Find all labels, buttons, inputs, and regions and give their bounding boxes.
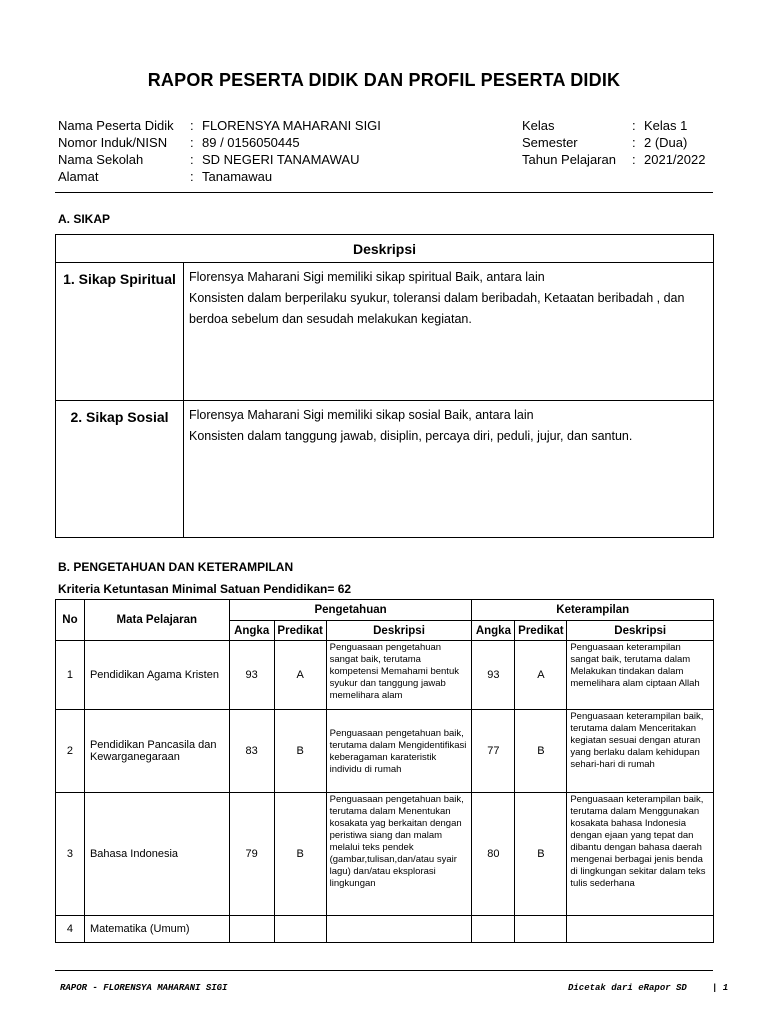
spiritual-line-2: Konsisten dalam berperilaku syukur, toleransi dalam beribadah, Ketaatan beribadah , dan berdoa sebelum dan sesudah melakukan kegiatan. [189,291,685,326]
spiritual-line-1: Florensya Maharani Sigi memiliki sikap spiritual Baik, antara lain [189,270,545,284]
student-semester: 2 (Dua) [644,135,688,150]
header-p-deskripsi: Deskripsi [326,621,472,641]
colon: : [190,169,194,184]
table-row [56,916,714,943]
colon: : [190,152,194,167]
info-row-nisn [58,134,381,151]
row-p-predikat [274,916,326,943]
row-p-angka: 79 [229,793,274,916]
nisn-label: Nomor Induk/NISN [58,135,168,150]
student-info-right [522,117,705,168]
row-k-deskripsi: Penguasaan keterampilan sangat baik, terutama dalam Melakukan tindakan dalam memelihara alam ciptaan Allah [567,641,714,710]
sikap-sosial-label: 2. Sikap Sosial [56,401,184,538]
header-divider [55,192,713,193]
sosial-line-2: Konsisten dalam tanggung jawab, disiplin, percaya diri, peduli, jujur, dan santun. [189,429,633,443]
table-row [56,641,714,710]
info-row-address [58,168,381,185]
name-label: Nama Peserta Didik [58,118,174,133]
header-pengetahuan: Pengetahuan [229,600,472,621]
sikap-spiritual-desc [184,263,714,401]
row-p-angka [229,916,274,943]
row-p-predikat: B [274,793,326,916]
row-mapel: Bahasa Indonesia [84,793,229,916]
row-p-deskripsi: Penguasaan pengetahuan sangat baik, terutama kompetensi Memahami bentuk syukur dan tanggung jawab memelihara alam [326,641,472,710]
sosial-line-1: Florensya Maharani Sigi memiliki sikap sosial Baik, antara lain [189,408,534,422]
row-p-deskripsi: Penguasaan pengetahuan baik, terutama dalam Mengidentifikasi keberagaman karateristik individu di rumah [326,710,472,793]
colon: : [190,118,194,133]
colon: : [632,118,636,133]
info-row-semester [522,134,705,151]
info-row-class [522,117,705,134]
row-p-predikat: B [274,710,326,793]
section-a-title: A. SIKAP [58,212,111,226]
student-name: FLORENSYA MAHARANI SIGI [202,118,381,133]
colon: : [632,152,636,167]
header-k-predikat: Predikat [515,621,567,641]
sikap-header: Deskripsi [56,235,714,263]
row-k-angka: 80 [472,793,515,916]
row-no: 2 [56,710,85,793]
header-keterampilan: Keterampilan [472,600,714,621]
year-label: Tahun Pelajaran [522,152,616,167]
student-info-left [58,117,381,185]
info-row-name [58,117,381,134]
header-k-angka: Angka [472,621,515,641]
sikap-spiritual-label: 1. Sikap Spiritual [56,263,184,401]
row-p-deskripsi: Penguasaan pengetahuan baik, terutama dalam Menentukan kosakata yag berkaitan dengan peristiwa siang dan malam melalui teks pendek (gambar,tulisan,dan/atau syair lagu) dan/atau eksplorasi lingkungan [326,793,472,916]
page-title: RAPOR PESERTA DIDIK DAN PROFIL PESERTA DIDIK [147,70,621,90]
row-no: 3 [56,793,85,916]
kkm-text: Kriteria Ketuntasan Minimal Satuan Pendidikan= 62 [58,582,352,596]
row-k-angka: 93 [472,641,515,710]
header-no: No [56,600,85,641]
row-mapel: Pendidikan Pancasila dan Kewarganegaraan [84,710,229,793]
row-k-predikat: B [515,710,567,793]
colon: : [190,135,194,150]
row-mapel: Matematika (Umum) [84,916,229,943]
sikap-table [55,234,714,538]
semester-label: Semester [522,135,578,150]
colon: : [632,135,636,150]
row-k-angka [472,916,515,943]
row-mapel: Pendidikan Agama Kristen [84,641,229,710]
header-p-predikat: Predikat [274,621,326,641]
row-no: 1 [56,641,85,710]
header-p-angka: Angka [229,621,274,641]
footer-page: | 1 [712,983,729,993]
table-row [56,710,714,793]
row-k-deskripsi [567,916,714,943]
header-k-deskripsi: Deskripsi [567,621,714,641]
class-label: Kelas [522,118,555,133]
header-mapel: Mata Pelajaran [84,600,229,641]
row-k-deskripsi: Penguasaan keterampilan baik, terutama dalam Menceritakan kegiatan sesuai dengan aturan yang berlaku dalam kehidupan sehari-hari di rumah [567,710,714,793]
table-row [56,793,714,916]
student-address: Tanamawau [202,169,273,184]
school-label: Nama Sekolah [58,152,144,167]
footer-divider [55,970,713,971]
footer-left: RAPOR - FLORENSYA MAHARANI SIGI [60,983,228,993]
student-school: SD NEGERI TANAMAWAU [202,152,360,167]
row-p-predikat: A [274,641,326,710]
row-p-angka: 93 [229,641,274,710]
student-class: Kelas 1 [644,118,688,133]
info-row-school [58,151,381,168]
student-nisn: 89 / 0156050445 [202,135,300,150]
sikap-sosial-desc [184,401,714,538]
footer-right: Dicetak dari eRapor SD [568,983,687,993]
row-k-predikat: A [515,641,567,710]
row-k-predikat: B [515,793,567,916]
info-row-year [522,151,705,168]
address-label: Alamat [58,169,99,184]
row-p-angka: 83 [229,710,274,793]
row-p-deskripsi [326,916,472,943]
row-k-deskripsi: Penguasaan keterampilan baik, terutama dalam Menggunakan kosakata bahasa Indonesia dengan ejaan yang tepat dan dibantu dengan bahasa daerah mengenai berbagai jenis benda di lingkungan sekitar dalam teks tulis sederhana [567,793,714,916]
nilai-table [55,599,714,943]
row-k-angka: 77 [472,710,515,793]
section-b-title: B. PENGETAHUAN DAN KETERAMPILAN [58,560,294,574]
student-year: 2021/2022 [644,152,706,167]
row-k-predikat [515,916,567,943]
row-no: 4 [56,916,85,943]
